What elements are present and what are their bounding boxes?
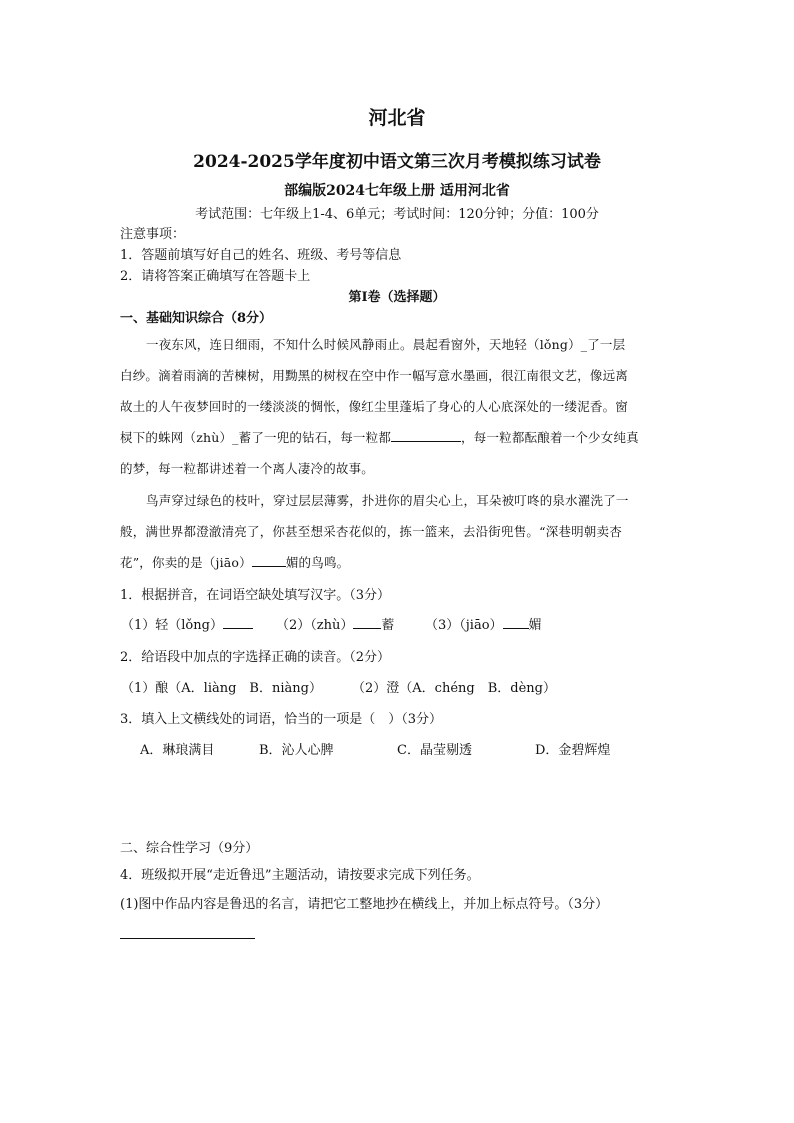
passage-line-5: 的梦，每一粒都讲述着一个离人凄冷的故事。 [120,461,375,476]
q2-stem: 2．给语段中加点的字选择正确的读音。（2分） [120,650,391,665]
q3-stem: 3．填入上文横线处的词语，恰当的一项是（ ）（3分） [120,712,443,727]
passage-blank-jiao[interactable] [252,554,286,567]
q1-blank-1[interactable] [223,616,253,629]
passage-line-1: 一夜东风，连日细雨，不知什么时候风静雨止。晨起看窗外，天地轻（lǒng）_了一层 [146,337,626,352]
q1-part3: （3）（jiāo） 媚 [425,618,542,633]
q3-option-b[interactable]: B．沁人心脾 [259,743,334,758]
q4-answer-line[interactable] [120,938,255,939]
province-title: 河北省 [368,107,426,129]
passage-line-2: 白纱。滴着雨滴的苦楝树，用黝黑的树杈在空中作一幅写意水墨画，很江南很文艺，像远离 [120,368,629,383]
q1-stem: 1．根据拼音，在词语空缺处填写汉字。（3分） [120,588,391,603]
q1-blank-3[interactable] [503,616,529,629]
q3-option-d[interactable]: D．金碧辉煌 [535,743,611,758]
q2-part2: （2）澄（A．chéng B．dèng） [352,681,556,696]
section2-heading: 二、综合性学习（9分） [120,841,259,856]
exam-title: 2024-2025学年度初中语文第三次月考模拟练习试卷 [193,152,601,172]
exam-subtitle: 部编版2024七年级上册 适用河北省 [284,183,510,199]
q4-stem: 4．班级拟开展“走近鲁迅”主题活动，请按要求完成下列任务。 [120,868,480,883]
passage-line-7: 般，满世界都澄澈清亮了，你甚至想采杏花似的，拣一篮来，去沿街兜售。“深巷明朝卖杏 [120,524,622,539]
passage-line-3: 故土的人午夜梦回时的一缕淡淡的惆怅，像红尘里蓬垢了身心的人心底深处的一缕泥香。窗 [120,399,629,414]
q3-option-a[interactable]: A．琳琅满目 [140,743,215,758]
q1-part1: （1）轻（lǒng） [121,614,253,633]
passage-line-8 [120,553,349,571]
passage-line-8-start: 花”，你卖的是（jiāo） [120,555,252,570]
q1-blank-2[interactable] [353,616,381,629]
q2-part1: （1）酿（A．liàng B．niàng） [121,681,322,696]
q4-sub1: (1)图中作品内容是鲁迅的名言，请把它工整地抄在横线上，并加上标点符号。（3分） [120,897,609,912]
q1-part2: （2）（zhù） 蓄 [276,618,395,633]
passage-line-4-start: 棂下的蛛网（zhù）_蓄了一兜的钻石，每一粒都 [120,430,392,445]
q3-option-c[interactable]: C．晶莹剔透 [397,743,472,758]
passage-blank[interactable] [391,429,461,442]
volume-title: 第I卷（选择题） [348,290,446,305]
passage-line-6: 鸟声穿过绿色的枝叶，穿过层层薄雾，扑进你的眉尖心上，耳朵被叮咚的泉水濯洗了一 [146,493,629,508]
notes-heading: 注意事项： [120,227,186,242]
note-item-1: 1．答题前填写好自己的姓名、班级、考号等信息 [120,248,402,263]
passage-line-4 [120,428,639,446]
passage-line-4-end: ，每一粒都酝酿着一个少女纯真 [461,430,639,445]
passage-line-8-end: 媚的鸟鸣。 [285,555,350,570]
section1-heading: 一、基础知识综合（8分） [120,311,273,326]
note-item-2: 2．请将答案正确填写在答题卡上 [120,269,311,284]
exam-info: 考试范围：七年级上1-4、6单元；考试时间：120分钟；分值：100分 [195,207,599,222]
